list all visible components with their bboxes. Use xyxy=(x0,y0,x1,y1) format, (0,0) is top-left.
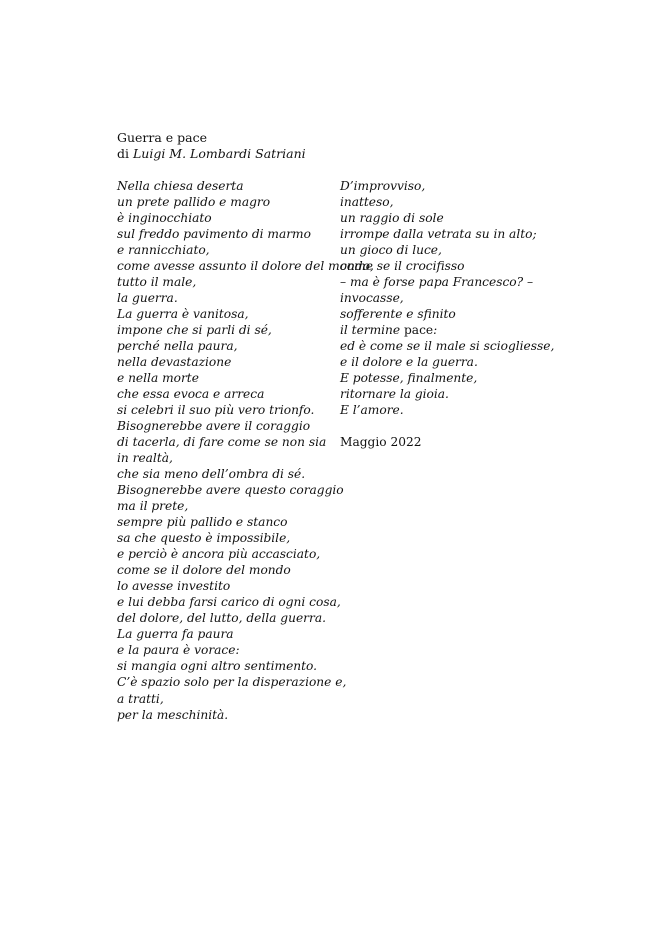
poem-line-text: inatteso, xyxy=(340,195,394,210)
poem-line: La guerra è vanitosa, xyxy=(117,307,249,322)
poem-line xyxy=(340,210,554,226)
poem-line xyxy=(340,354,554,370)
poem-line: perché nella paura, xyxy=(117,339,238,354)
pace-word: pace xyxy=(404,323,434,338)
poem-line: che sia meno dell’ombra di sé. xyxy=(117,467,306,482)
poem-line: Bisognerebbe avere questo coraggio xyxy=(117,483,344,498)
poem-line xyxy=(340,258,554,274)
poem-line: Nella chiesa deserta xyxy=(117,179,244,193)
poem-line xyxy=(340,290,554,306)
poem-line: del dolore, del lutto, della guerra. xyxy=(117,611,326,626)
poem-line: sul freddo pavimento di marmo xyxy=(117,227,311,242)
poem-line xyxy=(340,338,554,354)
poem-line-text: – ma è forse papa Francesco? – xyxy=(340,275,534,290)
poem-line: si celebri il suo più vero trionfo. xyxy=(117,403,315,418)
poem-line-text: ritornare la gioia. xyxy=(340,387,449,402)
poem-header xyxy=(117,130,306,162)
poem-line-text: D’improvviso, xyxy=(340,179,426,193)
poem-line: che essa evoca e arreca xyxy=(117,387,265,402)
poem-line: a tratti, xyxy=(117,691,164,706)
poem-line: è inginocchiato xyxy=(117,211,212,226)
poem-line xyxy=(340,194,554,210)
poem-line-text: invocasse, xyxy=(340,291,404,306)
poem-line-text: e il dolore e la guerra. xyxy=(340,355,478,370)
poem-line: sempre più pallido e stanco xyxy=(117,515,288,530)
poem-line xyxy=(340,322,554,338)
poem-line: nella devastazione xyxy=(117,355,232,370)
poem-line: e perciò è ancora più accasciato, xyxy=(117,547,321,562)
poem-line: sa che questo è impossibile, xyxy=(117,531,291,546)
poem-left-column xyxy=(117,178,374,723)
pace-suffix: : xyxy=(433,323,438,338)
poem-line xyxy=(340,402,554,418)
poem-line: ma il prete, xyxy=(117,499,189,514)
poem-line xyxy=(340,178,554,194)
poem-line: come se il dolore del mondo xyxy=(117,563,291,578)
poem-line: e la paura è vorace: xyxy=(117,643,240,658)
poem-line-text: il termine xyxy=(340,323,404,338)
poem-line-text: E potesse, finalmente, xyxy=(340,371,478,386)
poem-line: e lui debba farsi carico di ogni cosa, xyxy=(117,595,341,610)
poem-line: Bisognerebbe avere il coraggio xyxy=(117,419,311,434)
poem-line: impone che si parli di sé, xyxy=(117,323,272,338)
poem-line xyxy=(340,274,554,290)
poem-line-text: come se il crocifisso xyxy=(340,259,465,274)
byline-prefix: di xyxy=(117,146,129,161)
poem-line: e nella morte xyxy=(117,371,199,386)
poem-line-text: irrompe dalla vetrata su in alto; xyxy=(340,227,537,242)
byline xyxy=(117,146,306,162)
poem-line: come avesse assunto il dolore del mondo, xyxy=(117,259,374,274)
poem-right-column xyxy=(340,178,554,450)
poem-line: lo avesse investito xyxy=(117,579,231,594)
poem-line: C’è spazio solo per la disperazione e, xyxy=(117,675,347,690)
poem-line: la guerra. xyxy=(117,291,178,306)
poem-line: si mangia ogni altro sentimento. xyxy=(117,659,318,674)
poem-line: e rannicchiato, xyxy=(117,243,210,258)
poem-line: tutto il male, xyxy=(117,275,197,290)
poem-title: Guerra e pace xyxy=(117,130,208,145)
poem-date: Maggio 2022 xyxy=(340,435,422,450)
poem-line: La guerra fa paura xyxy=(117,627,234,642)
poem-line xyxy=(340,370,554,386)
poem-line-text: un raggio di sole xyxy=(340,211,444,226)
poem-line xyxy=(340,306,554,322)
poem-line: di tacerla, di fare come se non sia xyxy=(117,435,327,450)
poem-line xyxy=(340,226,554,242)
poem-line: in realtà, xyxy=(117,451,173,466)
poem-line-text: un gioco di luce, xyxy=(340,243,442,258)
author-name: Luigi M. Lombardi Satriani xyxy=(132,146,306,161)
poem-line-text: E l’amore. xyxy=(340,403,404,418)
poem-line: un prete pallido e magro xyxy=(117,195,271,210)
poem-line-text: ed è come se il male si sciogliesse, xyxy=(340,339,555,354)
poem-line xyxy=(340,242,554,258)
poem-line-text: sofferente e sfinito xyxy=(340,307,456,322)
poem-line: per la meschinità. xyxy=(117,707,229,722)
poem-line xyxy=(340,386,554,402)
